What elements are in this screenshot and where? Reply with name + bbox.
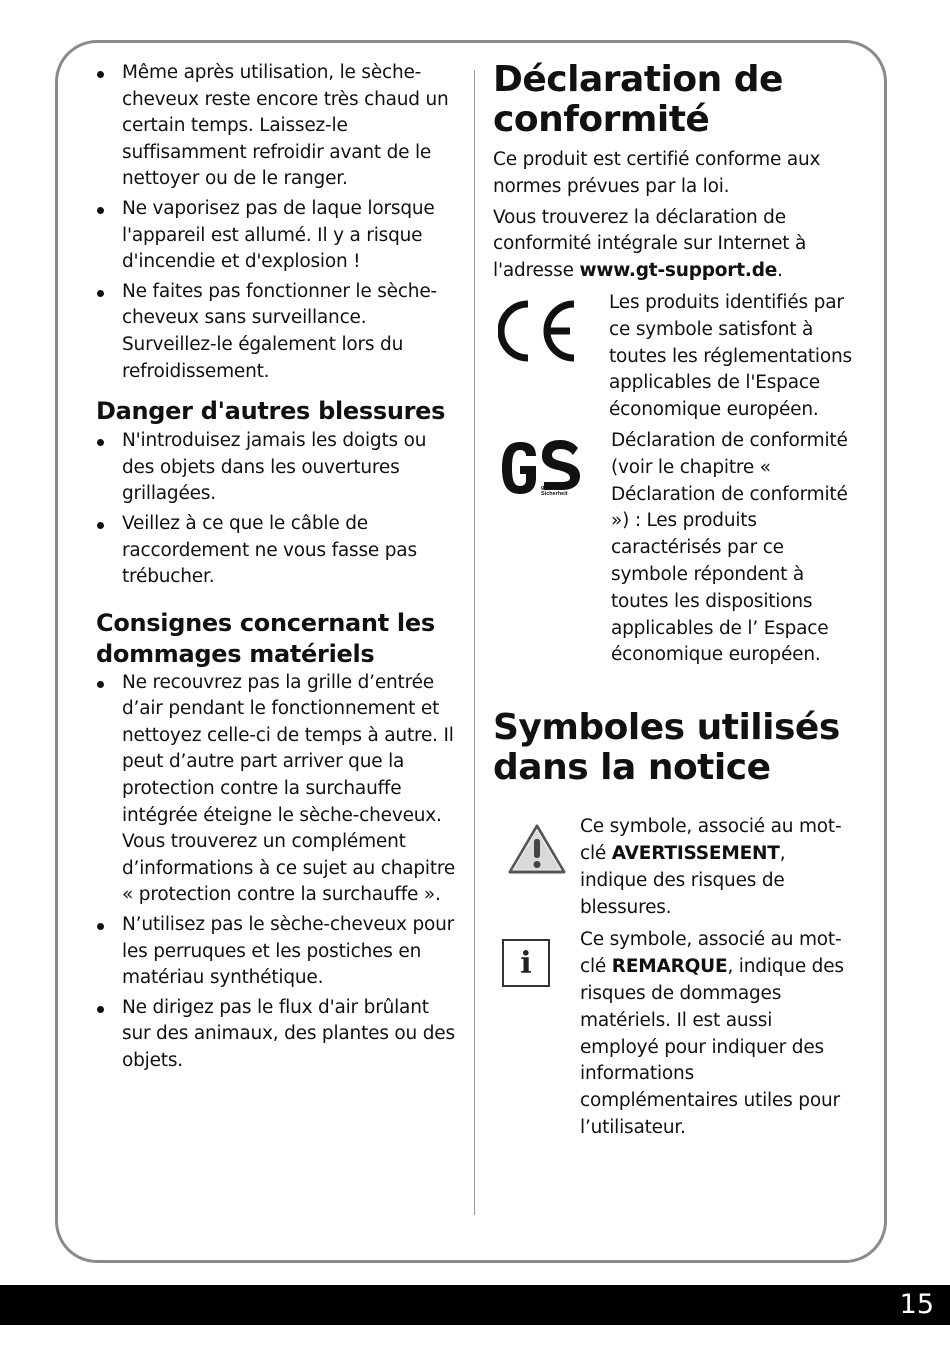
symbols-title: Symboles utilisés dans la notice [493,707,840,789]
declaration-web-text: Vous trouverez la déclaration de conformité intégrale sur Internet à l'adresse [493,206,807,282]
warning-text: Ce symbole, associé au mot-clé [580,816,842,864]
list-item: Ne recouvrez pas la grille d’entrée d’air pendant le fonctionnement et nettoyez celle-ci de temps à autre. Il peut d’autre part arriver que la protection contre la surchauffe intégrée éteigne le sèche-cheveux. Vous trouverez un complément d’informations à ce sujet au chapitre « protection contre la surchauffe ». [96,670,458,909]
safety-list-3 [96,670,458,1075]
info-text-end: , indique des risques de dommages matériels. Il est aussi employé pour indiquer des informations complémentaires utiles pour l’utilisateur. [580,956,844,1138]
declaration-web-suffix: . [777,260,783,282]
declaration-web-paragraph [493,205,855,285]
gs-logo [498,434,582,500]
warning-symbol-row [493,814,855,921]
gs-subtext-2: Sicherheit [541,490,568,497]
gs-subtext-1: geprüfte [541,484,563,491]
info-description [580,927,850,1141]
safety-list-1 [96,60,458,385]
list-item: Ne faites pas fonctionner le sèche-cheveux sans surveillance. Surveillez-le également lors du refroidissement. [96,279,458,385]
right-column [493,60,855,1142]
list-item: Ne dirigez pas le flux d'air brûlant sur des animaux, des plantes ou des objets. [96,995,458,1075]
info-icon [493,927,580,1141]
section-heading-injury: Danger d'autres blessures [96,397,446,426]
list-item: N'introduisez jamais les doigts ou des objets dans les ouvertures grillagées. [96,428,458,508]
list-item: Ne vaporisez pas de laque lorsque l'appareil est allumé. Il y a risque d'incendie et d'explosion ! [96,196,458,276]
warning-triangle-icon [493,814,580,921]
info-text: Ce symbole, associé au mot-clé [580,929,842,978]
column-divider [474,70,475,1215]
declaration-paragraph: Ce produit est certifié conforme aux normes prévues par la loi. [493,149,821,197]
gs-description: Déclaration de conformité (voir le chapitre « Déclaration de conformité ») : Les produits caractérisés par ce symbole répondent à toutes les dispositions applicables de l’ Espace économique européen. [611,429,848,666]
warning-keyword: AVERTISSEMENT [611,842,780,864]
gs-mark-icon [493,428,611,669]
list-item: N’utilisez pas le sèche-cheveux pour les perruques et les postiches en matériau synthétique. [96,912,458,992]
left-column [96,60,458,1078]
list-item: Veillez à ce que le câble de raccordement ne vous fasse pas trébucher. [96,511,458,591]
ce-description: Les produits identifiés par ce symbole satisfont à toutes les réglementations applicables de l'Espace économique européen. [609,291,852,421]
declaration-title: Déclaration de conformité [493,59,783,140]
info-glyph: i [502,939,550,987]
warning-description [580,814,850,921]
info-symbol-row [493,927,855,1141]
ce-mark-icon [493,290,609,424]
page-number: 15 [899,1289,934,1320]
list-item: Même après utilisation, le sèche-cheveux reste encore très chaud un certain temps. Laissez-le suffisamment refroidir avant de le nettoyer ou de le ranger. [96,60,458,193]
section-heading-damage: Consignes concernant les dommages matériels [96,608,435,668]
ce-symbol-row [493,290,855,424]
footer-bar [0,1285,950,1325]
warning-text-end: , indique des risques de blessures. [580,842,786,918]
support-website-link[interactable]: www.gt-support.de [579,260,778,282]
info-keyword: REMARQUE [611,956,728,978]
safety-list-2 [96,428,458,591]
ce-logo [498,300,578,362]
gs-symbol-row [493,428,855,669]
